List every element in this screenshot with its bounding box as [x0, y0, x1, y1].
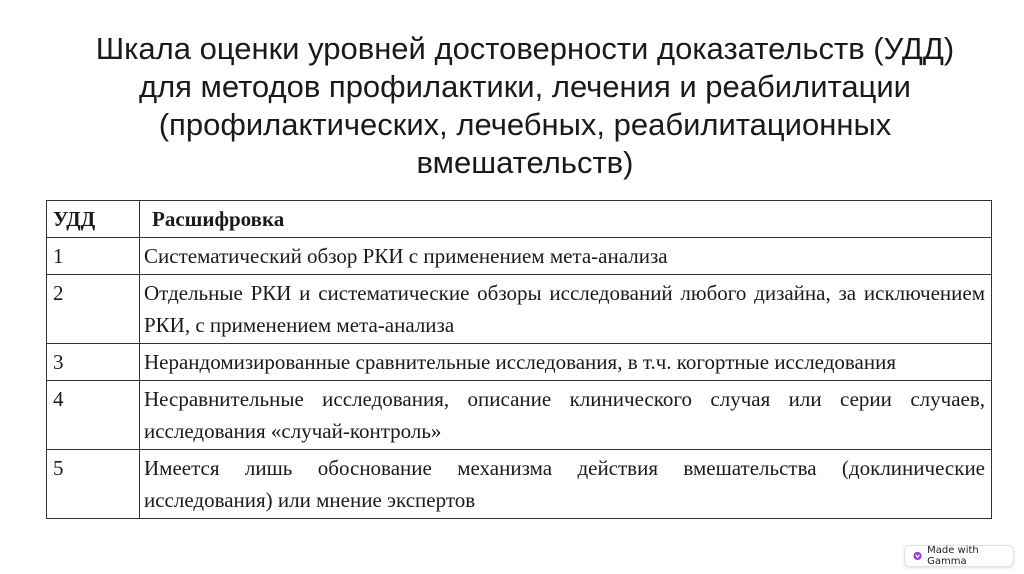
table-row	[47, 344, 992, 381]
title-line-2: для методов профилактики, лечения и реабилитации	[138, 69, 911, 104]
row-level: 3	[47, 344, 140, 381]
row-level: 4	[47, 381, 140, 450]
row-description: Нерандомизированные сравнительные исследования, в т.ч. когортные исследования	[140, 344, 992, 381]
table-header-row	[47, 201, 992, 238]
row-level: 2	[47, 275, 140, 344]
row-description: Несравнительные исследования, описание клинического случая или серии случаев, исследования «случай-контроль»	[140, 381, 992, 450]
row-description: Имеется лишь обоснование механизма действия вмешательства (доклинические исследования) или мнение экспертов	[140, 450, 992, 519]
row-description: Отдельные РКИ и систематические обзоры исследований любого дизайна, за исключением РКИ, с применением мета-анализа	[140, 275, 992, 344]
row-description: Систематический обзор РКИ с применением мета-анализа	[140, 238, 992, 275]
title-line-3: (профилактических, лечебных, реабилитационных	[158, 107, 892, 142]
table-row	[47, 275, 992, 344]
table-row	[47, 450, 992, 519]
made-with-gamma-badge[interactable]	[904, 545, 1014, 567]
slide-title	[60, 30, 990, 182]
title-line-1: Шкала оценки уровней достоверности доказательств (УДД)	[95, 31, 955, 66]
udd-table	[46, 200, 992, 519]
row-level: 1	[47, 238, 140, 275]
header-description: Расшифровка	[140, 201, 992, 238]
header-udd: УДД	[47, 201, 140, 238]
badge-label: Made with Gamma	[927, 545, 979, 567]
table-row	[47, 381, 992, 450]
row-level: 5	[47, 450, 140, 519]
gamma-logo-icon	[913, 551, 922, 561]
table-row	[47, 238, 992, 275]
title-line-4: вмешательств)	[416, 145, 634, 180]
